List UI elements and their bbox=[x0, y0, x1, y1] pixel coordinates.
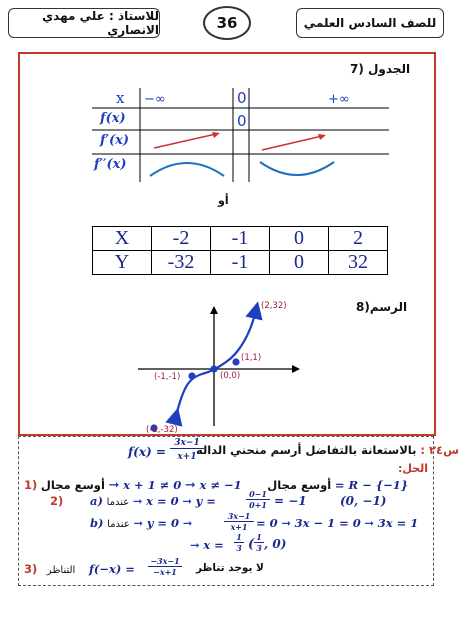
f-minus-x: f(−x) = bbox=[88, 562, 135, 576]
x-eq: x = bbox=[203, 538, 224, 552]
values-row-x bbox=[93, 227, 388, 251]
values-row-y bbox=[93, 251, 388, 275]
frac-num: −3x−1 bbox=[148, 556, 182, 567]
grade-label: للصف السادس العلمي bbox=[303, 16, 437, 30]
grade-box bbox=[296, 8, 444, 38]
graph-point bbox=[210, 365, 217, 372]
arrow-icon: ➞ bbox=[184, 478, 196, 493]
frac-den: 0+1 bbox=[249, 500, 267, 510]
arrow-icon: ➞ bbox=[133, 516, 144, 530]
when-label: عندما bbox=[107, 519, 130, 530]
values-x-label: X bbox=[93, 227, 152, 251]
graph-point-label: (2,32) bbox=[261, 301, 287, 311]
domain-eq-2: x ≠ −1 bbox=[199, 478, 242, 492]
eq-zero: = 0 bbox=[256, 516, 278, 530]
solution-label: الحل: bbox=[398, 462, 429, 475]
graph-section-title: الرسم(8 bbox=[356, 300, 408, 314]
question-text bbox=[196, 443, 459, 457]
values-cell: -1 bbox=[211, 227, 270, 251]
row-label-fppx: f′′(x) bbox=[94, 157, 127, 172]
x-minus-inf: −∞ bbox=[144, 92, 166, 107]
domain-label: أوسع مجال bbox=[40, 478, 105, 492]
values-table bbox=[92, 226, 388, 275]
table-section-title: الجدول (7 bbox=[350, 62, 411, 76]
graph-point bbox=[252, 306, 259, 313]
graph-point-label: (0,0) bbox=[220, 371, 241, 381]
point-x-intercept: , 0) bbox=[264, 537, 287, 551]
solution-line-4 bbox=[190, 538, 224, 552]
values-cell: 2 bbox=[329, 227, 388, 251]
frac-den: x+1 bbox=[230, 522, 248, 532]
graph-point bbox=[232, 358, 239, 365]
frac-den: 3 bbox=[256, 543, 262, 553]
teacher-name: للاستاذ : علي مهدي الانصاري bbox=[42, 9, 159, 37]
domain-label-2: أوسع مجال bbox=[267, 478, 332, 492]
arrow-icon: ➞ bbox=[364, 516, 375, 530]
x-eq-0: x = 0 bbox=[146, 494, 179, 508]
question-function: f(x) = bbox=[128, 445, 166, 459]
when-label: عندما bbox=[106, 497, 130, 508]
solution-step-2-num bbox=[50, 494, 63, 508]
linear-eq: 3x − 1 = 0 bbox=[294, 516, 361, 530]
values-y-label: Y bbox=[93, 251, 152, 275]
arrow-icon: ➞ bbox=[281, 516, 291, 530]
x-zero: 0 bbox=[237, 89, 247, 107]
row-label-fpx: f′(x) bbox=[100, 133, 130, 148]
domain-result: = R − {−1} bbox=[334, 478, 409, 492]
arrow-icon: ➞ bbox=[182, 494, 192, 508]
step-number-1: 1) bbox=[24, 478, 38, 492]
step-number-2: 2) bbox=[50, 494, 64, 508]
teacher-box bbox=[8, 8, 160, 38]
values-cell: 0 bbox=[270, 251, 329, 275]
arrow-icon: ➞ bbox=[132, 494, 143, 508]
values-cell: 0 bbox=[270, 227, 329, 251]
graph-point-label: (-2,-32) bbox=[146, 425, 178, 435]
y-eq: y = bbox=[195, 494, 216, 508]
f-value-zero: 0 bbox=[237, 112, 247, 130]
x-plus-inf: +∞ bbox=[328, 92, 350, 107]
values-cell: 32 bbox=[329, 251, 388, 275]
function-curve bbox=[176, 310, 256, 416]
solution-line-1 bbox=[24, 478, 408, 493]
row-label-fx: f(x) bbox=[100, 111, 126, 126]
frac-num: 3x−1 bbox=[224, 511, 254, 522]
row-label-x: x bbox=[116, 89, 125, 107]
frac-num: 1 bbox=[234, 532, 244, 543]
frac-num: 0−1 bbox=[246, 489, 270, 500]
solution-line-3 bbox=[90, 516, 192, 530]
graph-point-label: (-1,-1) bbox=[154, 372, 181, 382]
symmetry-note: لا يوجد تناظر bbox=[196, 562, 264, 574]
solution-line-3b bbox=[256, 516, 418, 530]
values-cell: -1 bbox=[211, 251, 270, 275]
case-b: b) bbox=[90, 516, 104, 530]
or-label: أو bbox=[218, 194, 229, 207]
arrow-icon: ➞ bbox=[182, 516, 193, 530]
solution-line-5 bbox=[24, 562, 135, 576]
domain-eq-1: x + 1 ≠ 0 bbox=[123, 478, 182, 492]
graph-point-label: (1,1) bbox=[241, 353, 262, 363]
y-result: = −1 bbox=[274, 494, 307, 508]
linear-result: 3x = 1 bbox=[377, 516, 419, 530]
frac-num: 1 bbox=[254, 532, 264, 543]
question-numerator: 3x−1 bbox=[170, 438, 204, 449]
point-y-intercept: (0, −1) bbox=[340, 494, 387, 508]
case-a: a) bbox=[90, 494, 103, 508]
values-cell: -2 bbox=[152, 227, 211, 251]
values-cell: -32 bbox=[152, 251, 211, 275]
question-denominator: x+1 bbox=[177, 452, 197, 462]
function-graph bbox=[110, 296, 310, 435]
graph-point bbox=[188, 372, 195, 379]
symmetry-label: التناظر bbox=[46, 565, 76, 576]
frac-den: −x+1 bbox=[153, 567, 177, 577]
point-paren-open: ( bbox=[248, 537, 255, 552]
frac-den: 3 bbox=[236, 543, 242, 553]
page-number: 36 bbox=[203, 6, 251, 40]
question-body: بالاستعانة بالتفاضل أرسم منحني الدالة bbox=[196, 443, 417, 457]
step-number-3: 3) bbox=[24, 562, 38, 576]
solution-line-2 bbox=[90, 494, 216, 508]
y-eq-0: y = 0 bbox=[146, 516, 180, 530]
arrow-icon: ➞ bbox=[190, 538, 200, 552]
question-number: س٢٤ : bbox=[420, 443, 459, 457]
arrow-icon: ➞ bbox=[108, 478, 120, 493]
